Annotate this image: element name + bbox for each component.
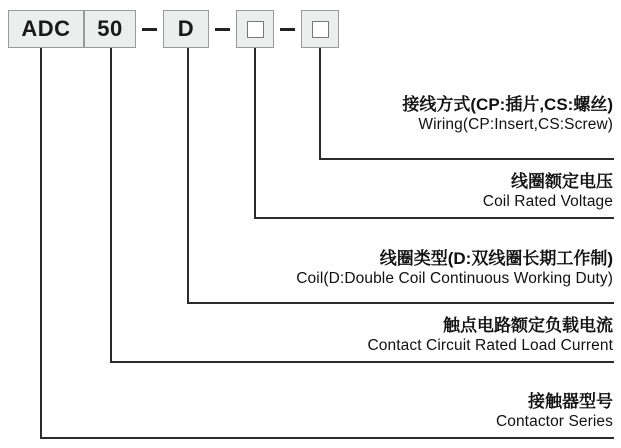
callout-coil-rated-voltage-en: Coil Rated Voltage — [482, 192, 613, 210]
callout-contact-current-cn: 触点电路额定负载电流 — [443, 316, 613, 335]
code-box-voltage — [236, 10, 274, 48]
callout-wiring — [402, 95, 613, 135]
callout-contactor-series — [496, 392, 613, 432]
blank-square-wiring — [312, 21, 329, 38]
callout-wiring-en: Wiring(CP:Insert,CS:Screw) — [418, 115, 613, 133]
code-box-coil — [163, 10, 209, 48]
leader-line-coil-type-vertical — [187, 48, 189, 304]
separator-3 — [280, 28, 295, 31]
callout-coil-type — [296, 249, 613, 289]
blank-square-voltage — [247, 21, 264, 38]
leader-line-voltage-vertical — [254, 48, 256, 219]
code-box-series — [8, 10, 84, 48]
separator-2 — [215, 28, 230, 31]
callout-contactor-series-cn: 接触器型号 — [528, 392, 613, 411]
separator-1 — [142, 28, 157, 31]
callout-wiring-cn: 接线方式(CP:插片,CS:螺丝) — [402, 95, 613, 114]
callout-coil-rated-voltage — [483, 172, 613, 212]
callout-coil-rated-voltage-cn: 线圈额定电压 — [511, 172, 613, 191]
leader-line-contact-current-horizontal — [110, 361, 614, 363]
leader-line-wiring-vertical — [319, 48, 321, 160]
leader-line-series-horizontal — [40, 437, 614, 439]
code-box-series-label: ADC — [21, 16, 71, 41]
callout-coil-type-cn: 线圈类型(D:双线圈长期工作制) — [379, 249, 613, 268]
leader-line-contact-current-vertical — [110, 48, 112, 363]
code-box-coil-label: D — [177, 16, 195, 41]
leader-line-voltage-horizontal — [254, 217, 614, 219]
leader-line-coil-type-horizontal — [187, 302, 614, 304]
code-box-wiring — [301, 10, 339, 48]
callout-contact-current — [368, 316, 614, 356]
callout-contact-current-en: Contact Circuit Rated Load Current — [367, 336, 613, 354]
code-box-current-label: 50 — [97, 16, 123, 41]
leader-line-wiring-horizontal — [319, 158, 614, 160]
callout-contactor-series-en: Contactor Series — [495, 412, 613, 430]
callout-coil-type-en: Coil(D:Double Coil Continuous Working Duty) — [296, 269, 613, 287]
code-box-current — [84, 10, 136, 48]
leader-line-series-vertical — [40, 48, 42, 439]
